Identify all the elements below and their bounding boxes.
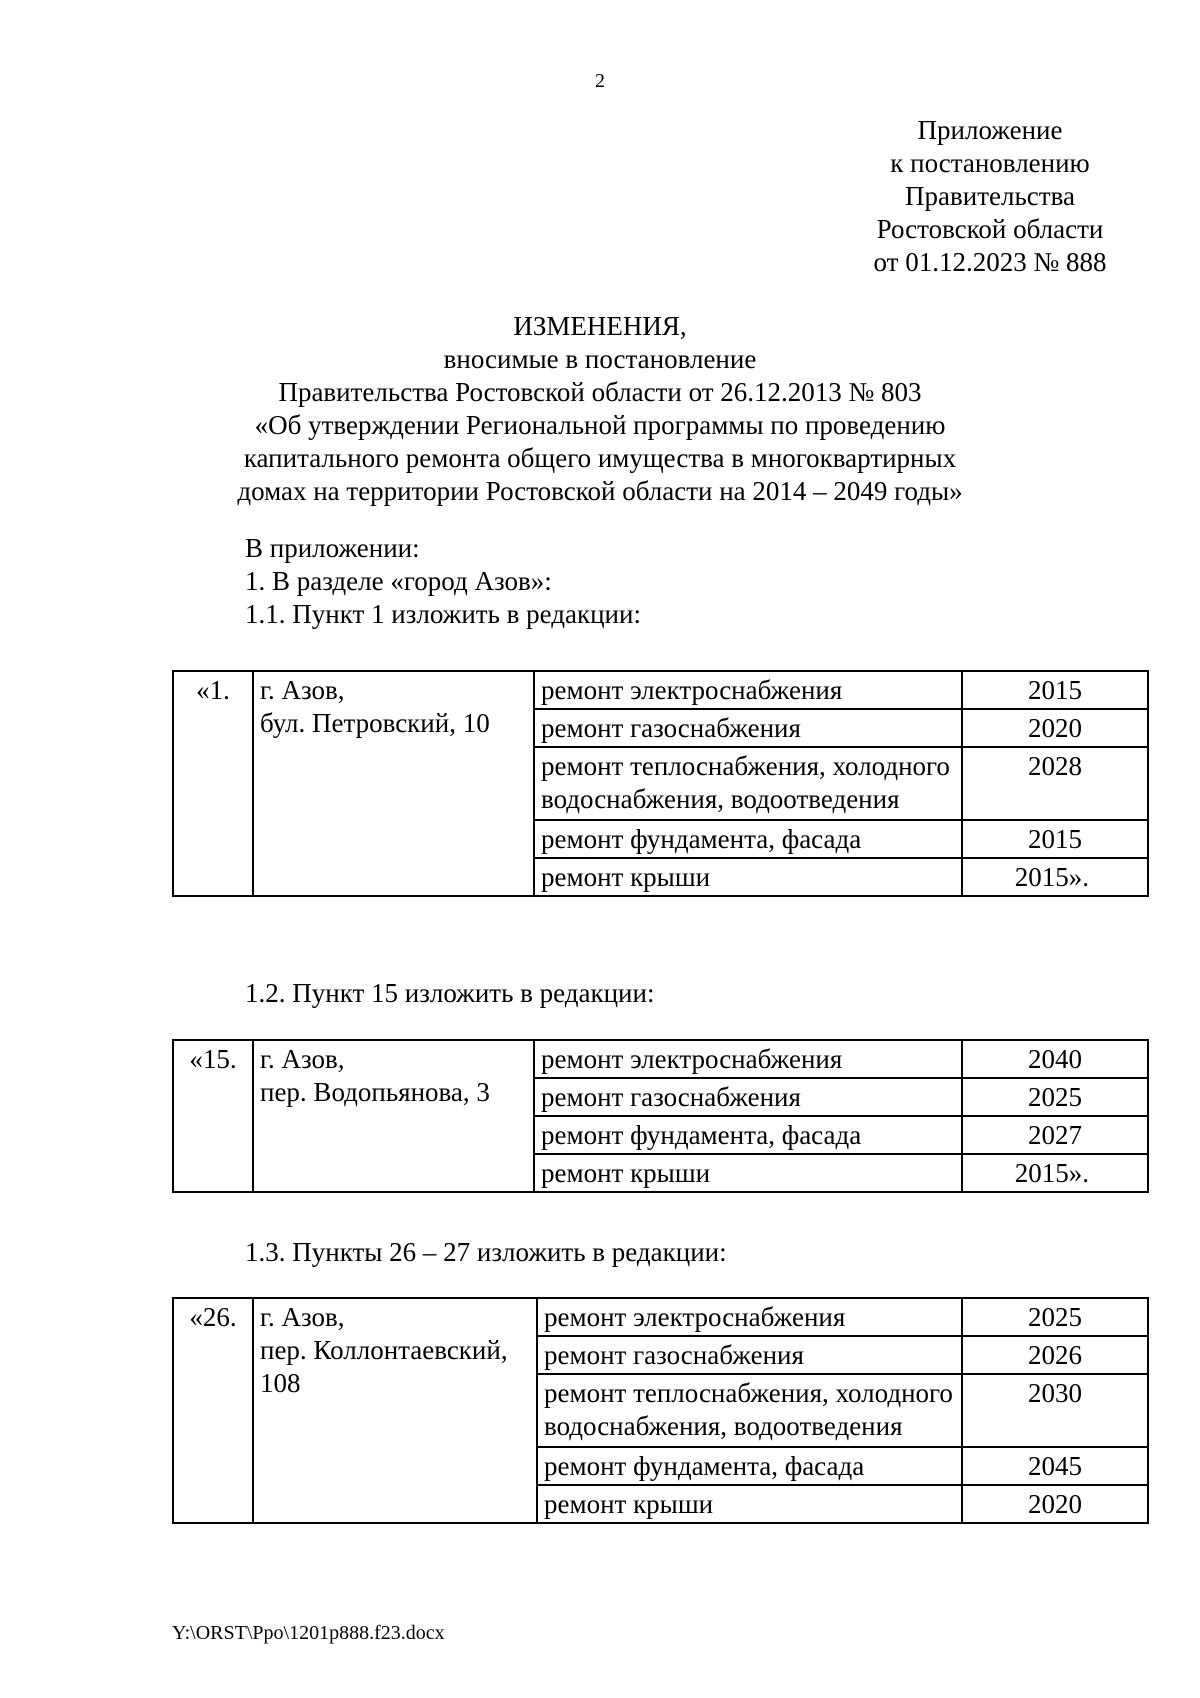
work-cell: ремонт газоснабжения (534, 709, 962, 747)
appendix-line: Приложение (917, 115, 1063, 145)
year-cell: 2040 (962, 1040, 1148, 1078)
work-cell: ремонт фундамента, фасада (537, 1447, 962, 1485)
address-cell (253, 671, 534, 896)
title-line: капитального ремонта общего имущества в многоквартирных (243, 443, 957, 473)
intro-paragraph: В приложении: (245, 533, 420, 563)
document-title (200, 310, 1000, 508)
year-cell: 2020 (962, 1485, 1148, 1523)
title-line: Правительства Ростовской области от 26.12.2013 № 803 (278, 377, 922, 407)
item-number: «26. (173, 1298, 253, 1523)
table-row (173, 671, 1148, 709)
section-paragraph: 1. В разделе «город Азов»: (245, 566, 552, 596)
item-1-2-paragraph: 1.2. Пункт 15 изложить в редакции: (245, 978, 655, 1008)
address-line: г. Азов, (260, 1044, 345, 1074)
year-cell: 2015». (962, 858, 1148, 896)
title-line: ИЗМЕНЕНИЯ, (513, 311, 687, 341)
table-item-26 (172, 1297, 1149, 1524)
item-1-3-paragraph: 1.3. Пункты 26 – 27 изложить в редакции: (245, 1237, 727, 1267)
address-cell (253, 1040, 534, 1192)
work-cell: ремонт фундамента, фасада (534, 1116, 962, 1154)
work-cell: ремонт крыши (534, 858, 962, 896)
work-cell: ремонт теплоснабжения, холодного водоснабжения, водоотведения (537, 1374, 962, 1447)
work-cell: ремонт электроснабжения (534, 1040, 962, 1078)
year-cell: 2020 (962, 709, 1148, 747)
year-cell: 2028 (962, 747, 1148, 820)
table-row (173, 1298, 1148, 1336)
year-cell: 2027 (962, 1116, 1148, 1154)
work-cell: ремонт газоснабжения (534, 1078, 962, 1116)
year-cell: 2045 (962, 1447, 1148, 1485)
address-line: пер. Водопьянова, 3 (260, 1077, 490, 1107)
work-cell: ремонт газоснабжения (537, 1336, 962, 1374)
appendix-header (790, 114, 1190, 279)
address-line: пер. Коллонтаевский, 108 (260, 1335, 508, 1398)
table-item-1 (172, 670, 1149, 897)
year-cell: 2025 (962, 1298, 1148, 1336)
year-cell: 2015 (962, 671, 1148, 709)
table-row (173, 1040, 1148, 1078)
address-cell (253, 1298, 537, 1523)
appendix-line: Ростовской области (876, 214, 1104, 244)
appendix-line: Правительства (905, 181, 1075, 211)
address-line: г. Азов, (260, 675, 345, 705)
appendix-line: от 01.12.2023 № 888 (873, 247, 1107, 277)
work-cell: ремонт крыши (537, 1485, 962, 1523)
work-cell: ремонт фундамента, фасада (534, 820, 962, 858)
file-path-footer: Y:\ORST\Ppo\1201p888.f23.docx (172, 1622, 445, 1644)
title-line: вносимые в постановление (443, 344, 757, 374)
work-cell: ремонт крыши (534, 1154, 962, 1192)
work-cell: ремонт теплоснабжения, холодного водоснабжения, водоотведения (534, 747, 962, 820)
year-cell: 2026 (962, 1336, 1148, 1374)
work-cell: ремонт электроснабжения (537, 1298, 962, 1336)
address-line: бул. Петровский, 10 (260, 708, 490, 738)
year-cell: 2025 (962, 1078, 1148, 1116)
work-cell: ремонт электроснабжения (534, 671, 962, 709)
title-line: домах на территории Ростовской области на 2014 – 2049 годы» (237, 476, 963, 506)
year-cell: 2015». (962, 1154, 1148, 1192)
table-item-15 (172, 1039, 1149, 1193)
address-line: г. Азов, (260, 1302, 345, 1332)
item-number: «1. (173, 671, 253, 896)
year-cell: 2030 (962, 1374, 1148, 1447)
title-line: «Об утверждении Региональной программы по проведению (254, 410, 946, 440)
item-1-1-paragraph: 1.1. Пункт 1 изложить в редакции: (245, 599, 641, 629)
appendix-line: к постановлению (890, 148, 1090, 178)
item-number: «15. (173, 1040, 253, 1192)
year-cell: 2015 (962, 820, 1148, 858)
page-number: 2 (595, 70, 605, 92)
